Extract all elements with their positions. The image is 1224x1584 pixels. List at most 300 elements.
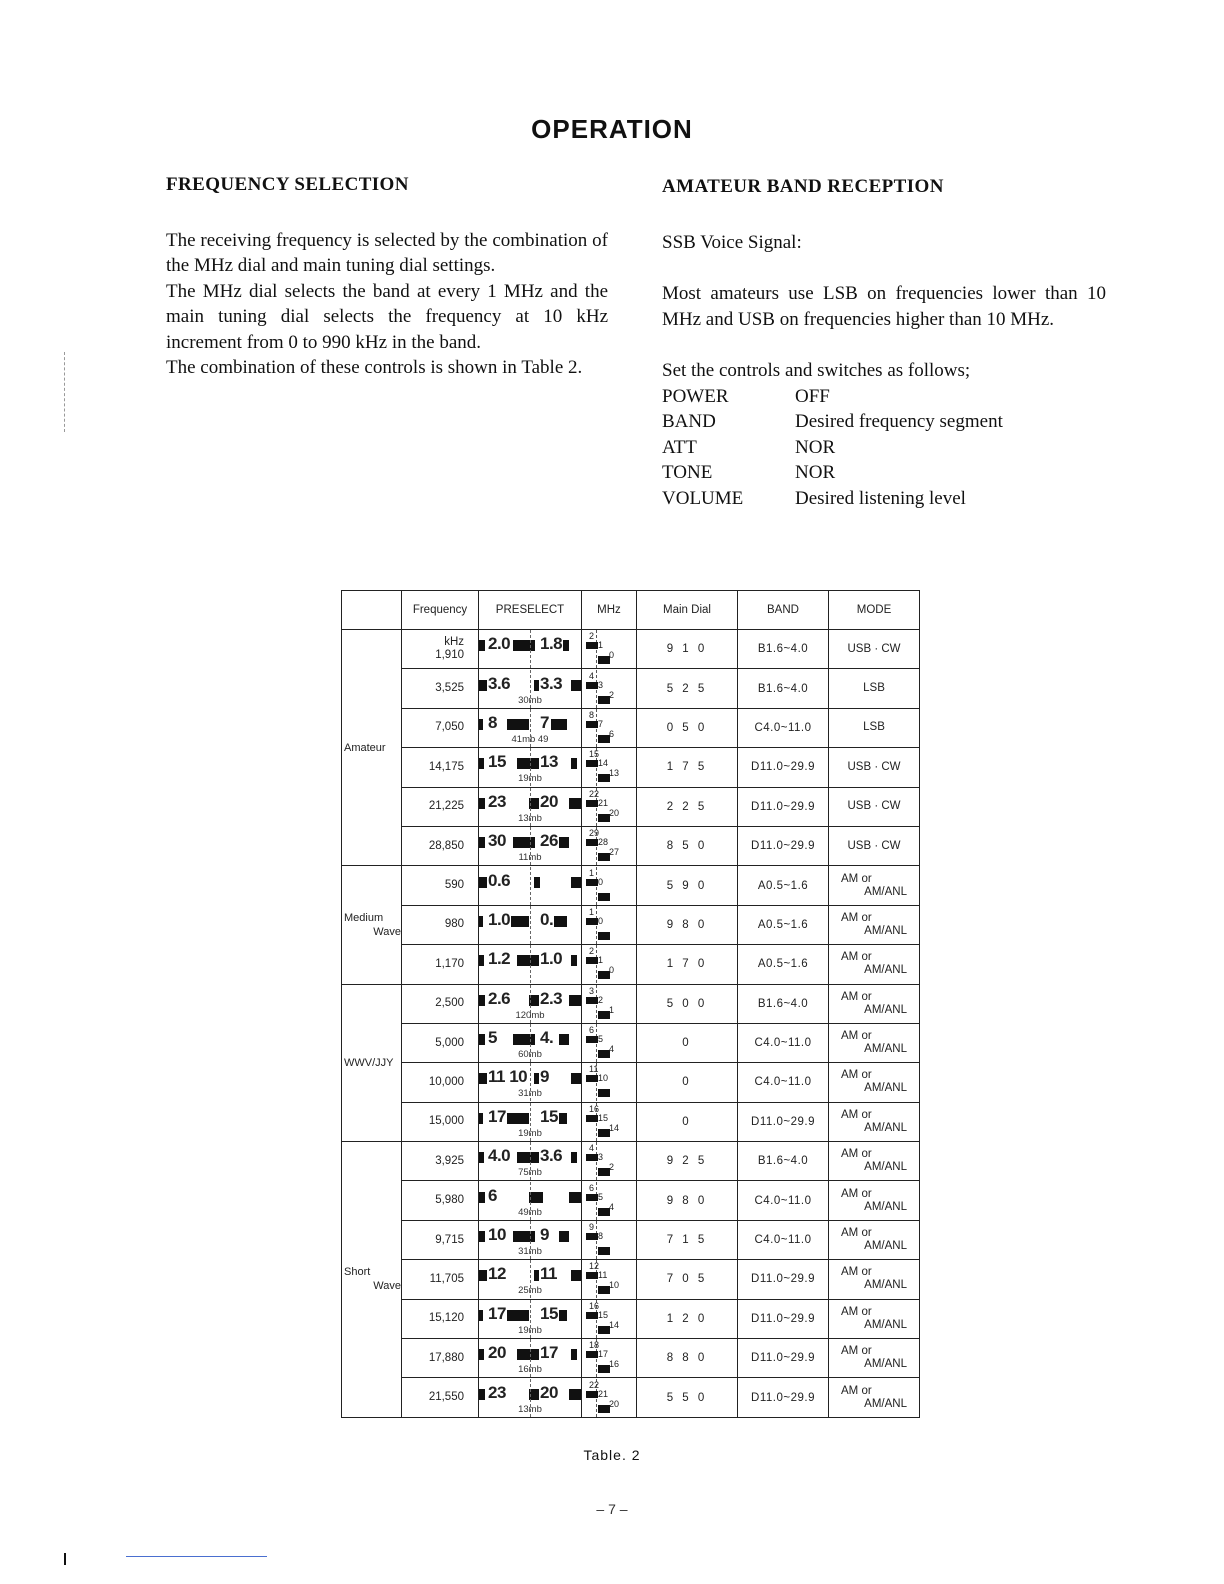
mhz-dial	[582, 1221, 636, 1259]
mhz-block	[586, 1351, 598, 1358]
mode-line-2: AM/ANL	[864, 1397, 907, 1410]
preselect-block	[551, 719, 567, 730]
header-frequency: Frequency	[402, 591, 479, 630]
mode-line-2: AM/ANL	[864, 1240, 907, 1253]
table-row	[342, 905, 920, 944]
mode-cell	[829, 905, 920, 944]
table-row	[342, 984, 920, 1023]
mhz-dial	[582, 1379, 636, 1417]
mhz-pointer	[596, 906, 597, 944]
preselect-left-label: 0.6	[488, 870, 511, 890]
mhz-pointer	[596, 1142, 597, 1180]
mhz-number: 0	[598, 876, 604, 887]
band-cell: D11.0~29.9	[738, 1260, 829, 1299]
row-group-label	[342, 630, 402, 866]
mhz-number: 15	[589, 749, 600, 760]
mode-cell	[829, 1063, 920, 1102]
frequency-cell	[402, 984, 479, 1023]
mhz-number: 22	[589, 1379, 600, 1390]
mhz-dial	[582, 1142, 636, 1180]
main-dial-cell: 7 0 5	[637, 1260, 738, 1299]
mode-cell	[829, 1299, 920, 1338]
mode-cell	[829, 984, 920, 1023]
frequency-value: 10,000	[428, 1075, 464, 1088]
preselect-cell	[479, 708, 582, 747]
mhz-number: 15	[598, 1112, 609, 1123]
table-row	[342, 669, 920, 708]
preselect-right-label: 7	[540, 712, 549, 732]
frequency-cell	[402, 1378, 479, 1417]
mode-line-1: AM or	[841, 990, 872, 1003]
mhz-number: 1	[598, 640, 604, 651]
table-row	[342, 1339, 920, 1378]
preselect-block	[479, 640, 485, 651]
mode-line-1: AM or	[841, 872, 872, 885]
preselect-left-label: 1.2	[488, 949, 511, 969]
mode-line-2: AM/ANL	[864, 1082, 907, 1095]
mhz-dial	[582, 1024, 636, 1062]
preselect-left-label: 15	[488, 752, 506, 772]
mode-cell	[829, 787, 920, 826]
preselect-cell	[479, 787, 582, 826]
frequency-cell	[402, 630, 479, 669]
preselect-left-label: 2.0	[488, 634, 511, 654]
mhz-dial	[582, 906, 636, 944]
mhz-dial	[582, 945, 636, 983]
table-row	[342, 1260, 920, 1299]
mode-cell	[829, 630, 920, 669]
row-group-label	[342, 866, 402, 984]
mode-line-1: LSB	[863, 721, 885, 734]
mhz-pointer	[596, 630, 597, 668]
band-cell: B1.6~4.0	[738, 1142, 829, 1181]
page-title: OPERATION	[531, 114, 693, 144]
header-blank	[342, 591, 402, 630]
mhz-number: 16	[589, 1300, 600, 1311]
preselect-meter-band: 19mb	[518, 1324, 542, 1336]
mhz-number: 15	[598, 1309, 609, 1320]
preselect-dial	[479, 748, 581, 786]
preselect-right-label: 20	[540, 791, 558, 811]
setting-name: ATT	[662, 436, 697, 458]
mhz-number: 1	[598, 955, 604, 966]
frequency-selection-section	[166, 172, 608, 381]
group-label-line: Short	[344, 1266, 371, 1279]
mhz-number: 1	[589, 906, 595, 917]
mhz-pointer	[596, 945, 597, 983]
mode-cell	[829, 1339, 920, 1378]
preselect-cell	[479, 630, 582, 669]
mhz-dial	[582, 1063, 636, 1101]
preselect-left-label: 8	[488, 712, 497, 732]
band-cell: A0.5~1.6	[738, 866, 829, 905]
preselect-block	[479, 798, 485, 809]
setting-value: Desired frequency segment	[795, 411, 1003, 432]
preselect-left-label: 17	[488, 1106, 506, 1126]
preselect-block	[479, 837, 485, 848]
mode-cell	[829, 1260, 920, 1299]
header-main-dial: Main Dial	[637, 591, 738, 630]
preselect-cell	[479, 905, 582, 944]
band-cell: D11.0~29.9	[738, 787, 829, 826]
mode-cell	[829, 1023, 920, 1062]
mode-line-2: AM/ANL	[864, 1003, 907, 1016]
mode-line-1: AM or	[841, 1030, 872, 1043]
table-row	[342, 787, 920, 826]
preselect-block	[569, 1192, 581, 1203]
mhz-number: 16	[589, 1103, 600, 1114]
mhz-number: 2	[589, 631, 595, 642]
mhz-pointer	[596, 867, 597, 905]
preselect-block	[529, 1192, 543, 1203]
preselect-dial	[479, 985, 581, 1023]
mhz-block	[586, 721, 598, 728]
preselect-block	[571, 955, 577, 966]
mhz-number: 28	[598, 837, 609, 848]
preselect-pointer	[530, 906, 531, 944]
mhz-cell	[582, 630, 637, 669]
preselect-left-label: 10	[488, 1225, 506, 1245]
mhz-number: 0	[598, 915, 604, 926]
row-group-label	[342, 1142, 402, 1418]
table-row	[342, 748, 920, 787]
mhz-number: 4	[609, 1044, 615, 1055]
preselect-block	[479, 955, 484, 966]
frequency-value: 5,000	[435, 1036, 464, 1049]
mhz-cell	[582, 1339, 637, 1378]
band-cell: C4.0~11.0	[738, 1063, 829, 1102]
frequency-cell	[402, 905, 479, 944]
preselect-dial	[479, 945, 581, 983]
table-row	[342, 1102, 920, 1141]
frequency-cell	[402, 1102, 479, 1141]
mhz-block	[586, 800, 598, 807]
band-cell: D11.0~29.9	[738, 1378, 829, 1417]
preselect-dial	[479, 1182, 581, 1220]
preselect-dial	[479, 1260, 581, 1298]
mode-line-1: AM or	[841, 1345, 872, 1358]
main-dial-cell: 5 9 0	[637, 866, 738, 905]
frequency-value: 2,500	[435, 997, 464, 1010]
mhz-cell	[582, 1378, 637, 1417]
mode-line-2: AM/ANL	[864, 1358, 907, 1371]
preselect-block	[479, 1192, 485, 1203]
frequency-value: 7,050	[435, 721, 464, 734]
table-row	[342, 1220, 920, 1259]
setting-value: OFF	[795, 385, 830, 407]
mhz-cell	[582, 1260, 637, 1299]
preselect-block	[479, 719, 483, 730]
band-cell: A0.5~1.6	[738, 905, 829, 944]
margin-dashes	[64, 352, 66, 432]
frequency-value: 28,850	[428, 839, 464, 852]
mode-line-1: AM or	[841, 1108, 872, 1121]
amateur-band-section	[662, 174, 1106, 511]
mhz-number: 12	[589, 1261, 600, 1272]
mhz-pointer	[596, 1024, 597, 1062]
mhz-number: 21	[598, 797, 609, 808]
frequency-cell	[402, 945, 479, 984]
mhz-pointer	[596, 1221, 597, 1259]
frequency-value: 15,000	[428, 1115, 464, 1128]
mhz-cell	[582, 669, 637, 708]
mhz-dial	[582, 748, 636, 786]
mode-line-1: AM or	[841, 1069, 872, 1082]
band-cell: C4.0~11.0	[738, 1023, 829, 1062]
mode-cell	[829, 1181, 920, 1220]
mhz-number: 3	[589, 985, 595, 996]
setting-row	[662, 409, 1106, 435]
setting-name: BAND	[662, 411, 716, 432]
band-cell: D11.0~29.9	[738, 1339, 829, 1378]
frequency-value: 3,925	[435, 1154, 464, 1167]
preselect-right-label: 13	[540, 752, 558, 772]
preselect-cell	[479, 866, 582, 905]
band-cell: D11.0~29.9	[738, 1102, 829, 1141]
group-label-line: WWV/JJY	[344, 1056, 394, 1069]
table-row	[342, 1142, 920, 1181]
mhz-cell	[582, 708, 637, 747]
band-cell: D11.0~29.9	[738, 748, 829, 787]
preselect-block	[479, 1231, 485, 1242]
page-number: – 7 –	[596, 1501, 628, 1517]
mode-line-1: AM or	[841, 1148, 872, 1161]
mhz-number: 11	[598, 1270, 608, 1281]
preselect-dial	[479, 1024, 581, 1062]
mode-cell	[829, 826, 920, 865]
table-caption: Table. 2	[583, 1447, 641, 1463]
preselect-block	[571, 680, 581, 691]
mhz-cell	[582, 826, 637, 865]
main-dial-cell: 8 5 0	[637, 826, 738, 865]
mhz-block	[586, 1272, 598, 1279]
frequency-cell	[402, 708, 479, 747]
preselect-block	[571, 1073, 581, 1084]
preselect-block	[569, 995, 581, 1006]
mode-cell	[829, 866, 920, 905]
preselect-left-label: 3.6	[488, 673, 511, 693]
mhz-number: 5	[598, 1034, 604, 1045]
band-cell: B1.6~4.0	[738, 984, 829, 1023]
mode-cell	[829, 708, 920, 747]
preselect-left-label: 1.0	[488, 909, 511, 929]
frequency-selection-paragraph-1: The receiving frequency is selected by the combination of the MHz dial and main tuning dial settings.	[166, 229, 608, 276]
mode-line-2: AM/ANL	[864, 964, 907, 977]
table-row	[342, 1063, 920, 1102]
footer-rule	[126, 1556, 267, 1557]
main-dial-cell: 9 8 0	[637, 1181, 738, 1220]
margin-mark	[64, 1553, 66, 1565]
preselect-cell	[479, 1102, 582, 1141]
preselect-cell	[479, 1063, 582, 1102]
main-dial-cell: 0	[637, 1102, 738, 1141]
preselect-right-label: 3.6	[540, 1146, 563, 1166]
setting-row	[662, 486, 1106, 512]
mode-line-2: AM/ANL	[864, 885, 907, 898]
preselect-right-label: 4.	[540, 1028, 554, 1048]
preselect-meter-band: 75mb	[518, 1167, 542, 1179]
preselect-meter-band: 13mb	[518, 812, 542, 824]
preselect-right-label: 26	[540, 831, 558, 851]
table-row	[342, 1181, 920, 1220]
frequency-cell	[402, 826, 479, 865]
mode-cell	[829, 669, 920, 708]
mhz-cell	[582, 1142, 637, 1181]
preselect-block	[507, 719, 529, 730]
main-dial-cell: 5 0 0	[637, 984, 738, 1023]
mhz-number: 2	[609, 689, 615, 700]
mhz-number: 18	[589, 1340, 600, 1351]
group-label-line: Medium	[344, 911, 384, 924]
mhz-dial	[582, 1300, 636, 1338]
mhz-pointer	[596, 709, 597, 747]
main-dial-cell: 8 8 0	[637, 1339, 738, 1378]
table-row	[342, 1299, 920, 1338]
preselect-dial	[479, 827, 581, 865]
mode-line-2: AM/ANL	[864, 1043, 907, 1056]
mhz-block	[586, 839, 598, 846]
header-band: BAND	[738, 591, 829, 630]
frequency-cell	[402, 1220, 479, 1259]
preselect-meter-band: 49mb	[518, 1206, 542, 1218]
frequency-cell	[402, 669, 479, 708]
frequency-value: 21,225	[428, 800, 464, 813]
group-label-line: Wave	[373, 1280, 401, 1293]
frequency-value: 590	[444, 879, 464, 892]
mode-line-1: USB · CW	[847, 642, 901, 655]
mhz-cell	[582, 866, 637, 905]
frequency-value: 3,525	[435, 682, 464, 695]
table-row	[342, 1378, 920, 1417]
settings-list	[662, 384, 1106, 512]
amateur-band-heading: AMATEUR BAND RECEPTION	[662, 176, 944, 197]
setting-value: NOR	[795, 462, 836, 483]
frequency-value: 1,170	[435, 957, 464, 970]
preselect-dial	[479, 788, 581, 826]
mhz-block	[586, 1075, 598, 1082]
preselect-block	[569, 798, 581, 809]
mhz-dial	[582, 1103, 636, 1141]
preselect-block	[479, 1389, 485, 1400]
mhz-number: 2	[609, 1162, 615, 1173]
mhz-block	[586, 879, 598, 886]
mode-line-1: USB · CW	[847, 760, 901, 773]
mhz-number: 0	[609, 965, 615, 976]
preselect-right-label: 3.3	[540, 673, 563, 693]
mhz-block	[586, 957, 598, 964]
setting-name: VOLUME	[662, 487, 744, 509]
frequency-cell	[402, 748, 479, 787]
frequency-cell	[402, 1260, 479, 1299]
mhz-block	[586, 760, 598, 767]
preselect-pointer	[530, 945, 531, 983]
preselect-pointer	[530, 630, 531, 668]
frequency-selection-paragraph-3: The combination of these controls is shown in Table 2.	[166, 357, 583, 378]
setting-value: NOR	[795, 436, 836, 458]
preselect-pointer	[530, 867, 531, 905]
preselect-left-label: 11 10	[488, 1067, 528, 1087]
mhz-dial	[582, 1182, 636, 1220]
mhz-cell	[582, 1299, 637, 1338]
table-header-row	[342, 591, 920, 630]
band-cell: B1.6~4.0	[738, 669, 829, 708]
mode-line-1: AM or	[841, 951, 872, 964]
mhz-number: 4	[609, 1201, 615, 1212]
mhz-cell	[582, 905, 637, 944]
mhz-number: 6	[589, 1182, 595, 1193]
mhz-dial	[582, 1260, 636, 1298]
preselect-right-label: 1.8	[540, 634, 563, 654]
preselect-left-label: 6	[488, 1185, 497, 1205]
table-row	[342, 708, 920, 747]
frequency-cell	[402, 1142, 479, 1181]
mhz-number: 3	[598, 679, 604, 690]
preselect-block	[559, 1034, 569, 1045]
preselect-right-label: 9	[540, 1225, 549, 1245]
mhz-block	[598, 1247, 610, 1255]
preselect-cell	[479, 826, 582, 865]
mhz-number: 6	[609, 728, 615, 739]
preselect-meter-band: 13mb	[518, 1403, 542, 1415]
mhz-dial	[582, 1339, 636, 1377]
amateur-band-paragraph-1: Most amateurs use LSB on frequencies lower than 10 MHz and USB on frequencies higher than 10 MHz.	[662, 283, 1106, 330]
preselect-right-label: 9	[540, 1067, 549, 1087]
preselect-left-label: 2.6	[488, 988, 511, 1008]
group-label-line: Amateur	[344, 741, 386, 754]
table-body	[342, 630, 920, 1418]
mhz-cell	[582, 1181, 637, 1220]
frequency-cell	[402, 787, 479, 826]
mode-line-1: AM or	[841, 911, 872, 924]
main-dial-cell: 0	[637, 1063, 738, 1102]
mhz-dial	[582, 709, 636, 747]
preselect-meter-band: 31mb	[518, 1246, 542, 1258]
mhz-block	[586, 1194, 598, 1201]
frequency-value: 980	[444, 918, 464, 931]
band-cell: D11.0~29.9	[738, 1299, 829, 1338]
setting-value: Desired listening level	[795, 487, 966, 509]
preselect-cell	[479, 748, 582, 787]
mhz-number: 17	[598, 1349, 609, 1360]
amateur-band-paragraph-2: Set the controls and switches as follows;	[662, 360, 971, 381]
preselect-block	[479, 1113, 483, 1124]
mode-cell	[829, 748, 920, 787]
preselect-block	[479, 758, 484, 769]
preselect-block	[507, 1310, 529, 1321]
main-dial-cell: 9 2 5	[637, 1142, 738, 1181]
frequency-unit: kHz	[444, 636, 464, 649]
preselect-block	[479, 1034, 485, 1045]
preselect-left-label: 23	[488, 791, 506, 811]
mhz-dial	[582, 985, 636, 1023]
mhz-number: 0	[609, 650, 615, 661]
preselect-block	[513, 837, 535, 848]
preselect-meter-band: 30mb	[518, 694, 542, 706]
mhz-block	[586, 1115, 598, 1122]
main-dial-cell: 0	[637, 1023, 738, 1062]
preselect-block	[479, 916, 483, 927]
preselect-right-label: 2.3	[540, 988, 563, 1008]
preselect-right-label: 11	[540, 1264, 557, 1284]
preselect-left-label: 5	[488, 1028, 497, 1048]
preselect-block	[569, 1389, 581, 1400]
frequency-value: 1,910	[435, 649, 464, 662]
preselect-block	[479, 1310, 483, 1321]
table-row	[342, 866, 920, 905]
table-row	[342, 826, 920, 865]
row-group-label	[342, 984, 402, 1142]
mhz-pointer	[596, 670, 597, 708]
